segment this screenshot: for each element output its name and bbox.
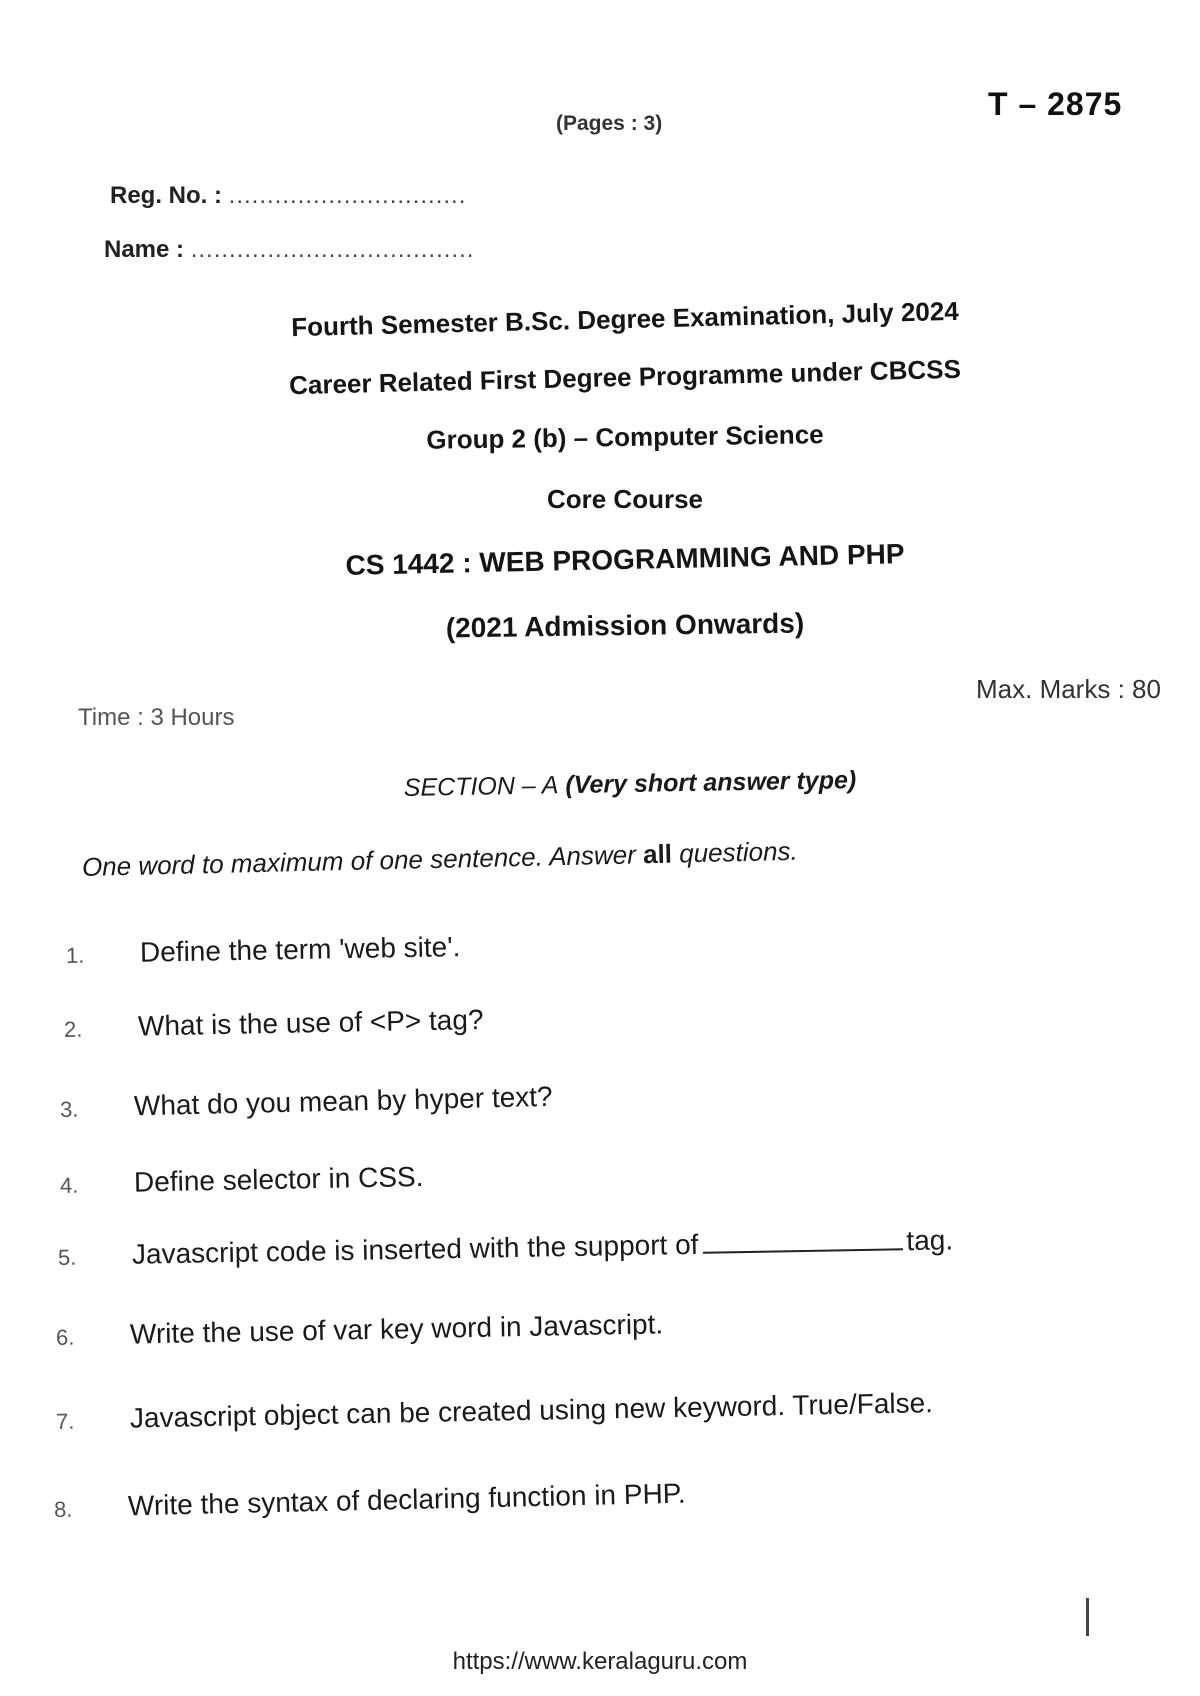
- reg-no-field: [110, 182, 466, 210]
- question-text: What do you mean by hyper text?: [133, 1080, 553, 1122]
- pages-count: (Pages : 3): [556, 112, 663, 135]
- instruction-text: One word to maximum of one sentence. Answer: [81, 839, 644, 882]
- reg-no-label: Reg. No. :: [110, 182, 222, 209]
- footer-url[interactable]: https://www.keralaguru.com: [452, 1648, 748, 1675]
- question-item: [64, 1004, 484, 1044]
- question-number: 5.: [57, 1244, 77, 1270]
- question-text: Javascript code is inserted with the support of: [131, 1228, 699, 1270]
- question-item: [54, 1478, 686, 1524]
- paper-code: T – 2875: [988, 86, 1123, 122]
- question-number: 3.: [59, 1096, 79, 1122]
- question-text: Javascript object can be created using new keyword. True/False.: [129, 1387, 934, 1434]
- page-mark: [1086, 1598, 1089, 1636]
- question-item: [56, 1387, 934, 1436]
- reg-no-dots: ...............................: [228, 182, 467, 209]
- name-field: [104, 236, 474, 264]
- question-number: 2.: [63, 1016, 83, 1042]
- question-item: [58, 1224, 954, 1272]
- answer-blank: [703, 1248, 903, 1253]
- course-title: CS 1442 : WEB PROGRAMMING AND PHP: [345, 538, 905, 581]
- programme-title: Career Related First Degree Programme under CBCSS: [288, 353, 962, 401]
- question-text: Define the term 'web site'.: [139, 931, 461, 968]
- section-instruction: [82, 836, 798, 883]
- question-number: 6.: [55, 1324, 75, 1350]
- question-text: What is the use of <P> tag?: [137, 1003, 484, 1042]
- instruction-end: questions.: [671, 835, 799, 869]
- name-dots: .....................................: [190, 236, 475, 263]
- question-text-end: tag.: [906, 1224, 954, 1257]
- question-number: 1.: [65, 942, 85, 968]
- question-number: 4.: [59, 1172, 79, 1198]
- question-number: 7.: [55, 1408, 75, 1434]
- question-text: Define selector in CSS.: [133, 1161, 424, 1198]
- question-item: [66, 931, 461, 970]
- section-type: (Very short answer type): [565, 766, 857, 800]
- group-title: Group 2 (b) – Computer Science: [426, 419, 824, 455]
- max-marks: Max. Marks : 80: [976, 674, 1161, 704]
- question-item: [60, 1081, 553, 1124]
- name-label: Name :: [104, 236, 185, 263]
- section-heading: [0, 759, 1200, 810]
- time-allowed: Time : 3 Hours: [78, 704, 235, 731]
- question-text: Write the use of var key word in Javascript.: [129, 1308, 664, 1350]
- question-item: [56, 1308, 664, 1352]
- exam-title: Fourth Semester B.Sc. Degree Examination, July 2024: [290, 295, 960, 343]
- question-text: Write the syntax of declaring function in PHP.: [127, 1477, 686, 1522]
- course-type: Core Course: [546, 484, 704, 514]
- instruction-bold: all: [642, 838, 673, 870]
- question-number: 8.: [53, 1496, 73, 1522]
- admission-note: (2021 Admission Onwards): [445, 607, 805, 644]
- section-prefix: SECTION – A: [403, 771, 559, 802]
- question-item: [60, 1161, 424, 1200]
